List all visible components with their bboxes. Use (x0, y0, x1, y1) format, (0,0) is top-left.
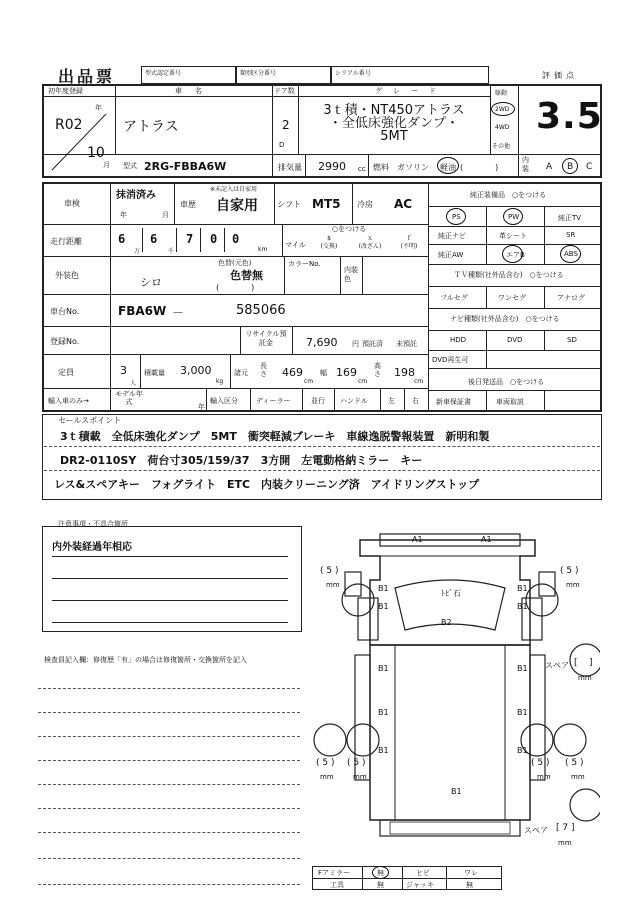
tv-oneseg: ワンセグ (498, 294, 526, 302)
tire-rear-left-inner-unit: mm (353, 773, 367, 781)
fuel-paren: ( ) (460, 163, 499, 172)
cargo-bed (370, 645, 530, 820)
displacement-label: 排気量 (278, 163, 302, 172)
model-value: 2RG-FBBA6W (144, 160, 227, 173)
handle-right: 右 (412, 397, 419, 405)
spare1-label: スペア (545, 661, 569, 670)
seats-unit: 人 (130, 380, 137, 387)
spare2-value: 7 (562, 823, 569, 833)
recycle-value: 7,690 (306, 336, 338, 349)
handle-label: ハンドル (340, 397, 368, 405)
tire-rear-left-outer (314, 724, 346, 756)
doors-suffix: D (279, 141, 285, 149)
equip-aw: 純正AW (438, 251, 464, 259)
equip-pw: PW (508, 213, 520, 221)
after-warranty: 新車保証書 (436, 398, 471, 406)
tire-rear-left-outer-depth: ( 5 ) (316, 758, 335, 768)
name-value: アトラス (123, 119, 179, 135)
equip-ps: PS (452, 213, 461, 221)
left-door (358, 598, 378, 640)
drive-other: その他 (492, 143, 511, 150)
grade-line-1: 3ｔ積・NT450アトラス (323, 103, 465, 118)
mileage-digit-2: 6 (150, 232, 158, 246)
equip-airbag-circle (502, 245, 523, 263)
recycle-unit: 円 (352, 340, 359, 348)
ext-color-value: シロ (140, 276, 162, 289)
jack-label: ジャッキ (406, 881, 434, 889)
mirror-label: Fアミラー (318, 869, 351, 877)
equip-abs: ABS (564, 250, 578, 258)
month-unit: 月 (103, 161, 110, 169)
mileage-digit-4: 0 (210, 232, 218, 246)
equip-navi: 純正ナビ (438, 232, 466, 240)
mileage-circle-note: ○をつける (332, 225, 367, 233)
equip-sr: SR (566, 231, 576, 239)
cool-label: 冷房 (357, 200, 373, 209)
mirror-value: 無 (377, 869, 384, 877)
month-value: 10 (87, 145, 105, 161)
mileage-sen: 千 (168, 248, 175, 255)
dmg-b1-mirror-right: B1 (517, 584, 528, 593)
tire-rear-right-outer-value: 5 (571, 758, 578, 768)
dmg-b1-bed-left-1: B1 (378, 664, 389, 673)
rear-bumper-inner (390, 822, 510, 834)
fuel-label: 燃料 (373, 163, 389, 172)
tire-rear-left-outer-value: 5 (322, 758, 329, 768)
notes-label: 注意事項・不具合箇所 (58, 520, 128, 528)
tire-front-right-value: 5 (566, 566, 573, 576)
shaken-value: 抹消済み (116, 190, 156, 201)
import-type-label: 輸入区分 (210, 397, 238, 405)
navi-label: ナビ種類(社外品含む) ○をつける (450, 315, 560, 323)
category-box (236, 66, 331, 84)
import-label: 輸入車のみ→ (48, 397, 89, 405)
category-label: 類別区分番号 (240, 70, 277, 77)
dmg-a1-right: A1 (481, 535, 492, 544)
document-title: 出品票 (58, 67, 116, 86)
mileage-opt-unknown: ｆ (不明) (400, 235, 418, 250)
after-label: 後日発送品 ○をつける (468, 378, 545, 386)
mirror-value-circle (372, 866, 389, 879)
tire-rear-left-inner-depth: ( 5 ) (347, 758, 366, 768)
color-change-value: 色替無 (230, 269, 263, 282)
tire-rear-right-inner-value: 5 (537, 758, 544, 768)
dmg-b1-door-left: B1 (378, 602, 389, 611)
tire-rear-left-inner (347, 724, 379, 756)
model-year-label: モデル年式 (115, 390, 143, 406)
model-label: 型式 (123, 162, 137, 170)
score-value: 3.5 (536, 96, 603, 137)
tire-rear-left-inner-value: 5 (353, 758, 360, 768)
history-note: ※未記入は自家用 (210, 186, 258, 193)
mileage-label: 走行距離 (50, 237, 82, 246)
dmg-b1-mirror-left: B1 (378, 584, 389, 593)
tire-rear-left-outer-unit: mm (320, 773, 334, 781)
interior-label: 内装 (522, 156, 529, 173)
tool-label: 工具 (330, 881, 344, 889)
recycle-label: リサイクル預託金 (245, 330, 287, 347)
import-dealer: ディーラー (256, 397, 291, 405)
load-label: 積載量 (144, 369, 165, 377)
year-slash (48, 112, 110, 174)
color-change-label: 色替(元色) (218, 259, 252, 267)
height-unit: cm (414, 378, 424, 385)
tv-label: ＴＶ種類(社外品含む) ○をつける (454, 271, 564, 279)
mileage-man: 万 (134, 248, 141, 255)
tv-analog: アナログ (557, 294, 585, 302)
dmg-a1-left: A1 (412, 535, 423, 544)
truck-diagram (300, 520, 600, 865)
fuel-light: 軽油 (440, 163, 456, 172)
mileage-km: km (258, 246, 268, 253)
model-year-unit: 年 (198, 403, 205, 411)
grade-value (300, 104, 488, 143)
drive-label: 駆動 (495, 90, 508, 97)
tire-front-left-depth: ( 5 ) (320, 566, 339, 576)
dmg-b2: B2 (441, 618, 452, 627)
notes-text: 内外装経過年相応 (52, 542, 132, 553)
drive-4wd: 4WD (495, 124, 510, 131)
width-label: 幅 (320, 369, 327, 377)
equip-abs-circle (560, 245, 581, 263)
registration-label: 登録No. (50, 337, 80, 346)
dvd-play-label: DVD再生可 (432, 356, 469, 364)
color-no-label: カラーNo. (288, 260, 321, 268)
jack-value: 無 (466, 881, 473, 889)
shaken-label: 車検 (64, 199, 80, 208)
height-value: 198 (394, 366, 415, 379)
tire-front-right-depth: ( 5 ) (560, 566, 579, 576)
history-label: 車歴 (180, 200, 196, 209)
fuel-gas: ガソリン (397, 163, 429, 172)
grade-line-3: 5MT (380, 129, 408, 144)
tool-value: 無 (377, 881, 384, 889)
height-label: 高さ (374, 362, 381, 378)
history-value: 自家用 (216, 198, 258, 214)
dmg-b1-bed-right-1: B1 (517, 664, 528, 673)
spare1-unit: mm (578, 674, 592, 682)
interior-b-circle (562, 158, 578, 174)
equip-airbag: エアB (506, 251, 525, 259)
width-unit: cm (358, 378, 368, 385)
spare1-depth: [ ] (574, 658, 593, 668)
handle-left: 左 (388, 397, 395, 405)
doors-label: ドア数 (274, 87, 295, 95)
equip-tv: 純正TV (558, 214, 582, 222)
name-label: 車 名 (175, 87, 205, 95)
drive-2wd: 2WD (495, 106, 510, 113)
mileage-opt-tamper: ｘ (改ざん) (358, 235, 382, 250)
dims-label: 諸元 (234, 369, 248, 377)
tire-front-left-value: 5 (326, 566, 333, 576)
mileage-opt-exchange: $ (交換) (320, 235, 338, 250)
dmg-b1-bed-right-2: B1 (517, 708, 528, 717)
tire-rear-right-outer-depth: ( 5 ) (565, 758, 584, 768)
chassis-number: 585066 (236, 303, 286, 318)
tire-front-right-unit: mm (566, 581, 580, 589)
chassis-label: 車台No. (50, 307, 80, 316)
dmg-b1-door-right: B1 (517, 602, 528, 611)
crack-label: ヒビ (416, 869, 430, 877)
drive-2wd-circle (491, 102, 515, 116)
serial-label: シリアル番号 (335, 70, 371, 77)
chassis-dash: － (172, 306, 185, 320)
dmg-chip: ﾄﾋﾞ石 (441, 589, 461, 598)
dmg-b1-rear: B1 (451, 787, 462, 796)
spare2-depth: [ 7 ] (556, 823, 575, 833)
tire-rear-right-inner-depth: ( 5 ) (531, 758, 550, 768)
shift-label: シフト (277, 200, 301, 209)
navi-hdd: HDD (450, 336, 467, 344)
int-color-label: 内装色 (344, 266, 358, 283)
dmg-b1-bed-left-3: B1 (378, 746, 389, 755)
sales-point-line-1: 3ｔ積載 全低床強化ダンプ 5MT 衝突軽減ブレーキ 車線逸脱警報装置 新明和製 (60, 430, 490, 443)
displacement-unit: cc (358, 165, 366, 173)
fuel-light-circle (437, 157, 459, 174)
mileage-digit-1: 6 (118, 232, 126, 246)
sales-points-label: セールスポイント (58, 416, 122, 425)
equip-ps-circle (446, 208, 466, 225)
dmg-b1-bed-right-3: B1 (517, 746, 528, 755)
spare-tire-2 (570, 789, 600, 821)
mileage-digit-5: 0 (232, 232, 240, 246)
recycle-deposited: 預託済 (362, 340, 383, 348)
type-cert-label: 型式認定番号 (145, 70, 182, 77)
spare2-unit: mm (558, 839, 572, 847)
equip-pw-circle (503, 208, 523, 225)
serial-box (331, 66, 489, 84)
eval-label: 評価点 (542, 71, 578, 80)
cool-value: AC (394, 197, 413, 211)
load-value: 3,000 (180, 364, 212, 377)
break-label: ワレ (464, 869, 478, 877)
interior-a: A (546, 162, 553, 172)
interior-b: B (567, 162, 574, 172)
mile-label: マイル (285, 241, 306, 249)
equip-leather: 革シート (499, 232, 527, 240)
year-value: R02 (55, 117, 83, 133)
load-unit: kg (216, 378, 224, 385)
shaken-month-unit: 月 (162, 211, 169, 219)
sales-point-line-2: DR2-0110SY 荷台寸305/159/37 3方開 左電動格納ミラー キー (60, 454, 423, 467)
navi-dvd: DVD (507, 336, 523, 344)
seats-label: 定員 (58, 368, 74, 377)
spare2-label: スペア (524, 826, 548, 835)
year-label: 初年度登録 (48, 87, 83, 95)
mileage-digit-3: 7 (186, 232, 194, 246)
tire-rear-right-outer (554, 724, 586, 756)
interior-c: C (586, 162, 593, 172)
width-value: 169 (336, 366, 357, 379)
inspector-label: 検査員記入欄：修復歴「有」の場合は修復箇所・交換箇所を記入 (44, 656, 247, 664)
tire-front-left-unit: mm (326, 581, 340, 589)
tire-rear-right-inner-unit: mm (537, 773, 551, 781)
grade-line-2: ・全低床強化ダンプ・ (328, 116, 460, 131)
length-label: 長さ (260, 362, 267, 378)
shift-value: MT5 (312, 197, 341, 211)
length-value: 469 (282, 366, 303, 379)
displacement-value: 2990 (318, 160, 346, 173)
length-unit: cm (304, 378, 314, 385)
type-cert-box (141, 66, 236, 84)
chassis-prefix: FBA6W (118, 304, 167, 318)
tv-fullseg: フルセグ (440, 294, 468, 302)
navi-sd: SD (567, 336, 577, 344)
tire-rear-right-outer-unit: mm (571, 773, 585, 781)
genuine-label: 純正装備品 ○をつける (470, 191, 547, 199)
after-manual: 車両取説 (496, 398, 524, 406)
year-unit: 年 (95, 104, 102, 112)
sales-point-line-3: レス&スペアキー フォグライト ETC 内装クリーニング済 アイドリングストップ (54, 478, 480, 491)
import-parallel: 並行 (311, 397, 325, 405)
doors-value: 2 (282, 118, 290, 132)
recycle-not-deposited: 未預託 (396, 340, 417, 348)
rear-bumper (380, 820, 520, 836)
shaken-year-unit: 年 (120, 211, 127, 219)
dmg-b1-bed-left-2: B1 (378, 708, 389, 717)
ext-color-label: 外装色 (55, 271, 79, 280)
color-change-paren: ( ) (216, 283, 255, 292)
seats-value: 3 (120, 364, 127, 377)
grade-label: グ レ ー ド (375, 87, 438, 95)
